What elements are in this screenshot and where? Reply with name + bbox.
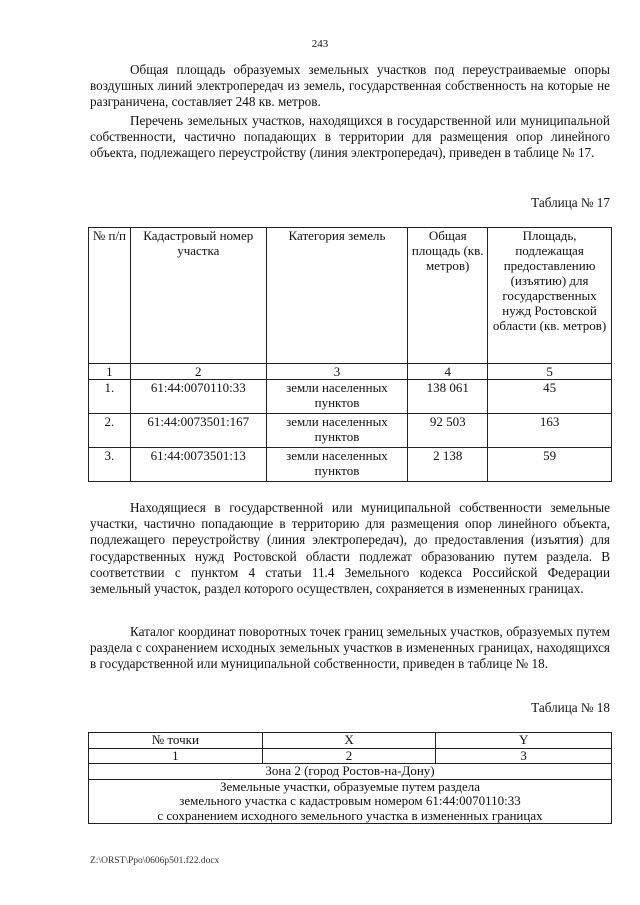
page-number: 243: [311, 38, 329, 50]
table-17-caption: Таблица № 17: [531, 195, 610, 210]
column-number: 1: [89, 364, 131, 380]
cadastral-number: 61:44:0070110:33: [130, 380, 266, 414]
cadastral-number: 61:44:0073501:13: [130, 448, 266, 482]
paragraph-division-rules: Находящиеся в государственной или муниципальной собственности земельные участки, частично попадающие в территорию для размещения опор линейного объекта, подлежащего переустройству (линия электропередач), до предоставления (изъятия) для государственных нужд Ростовской области подлежат образованию путем раздела. В соответствии с пунктом 4 статьи 11.4 Земельного кодекса Российской Федерации земельный участок, раздел которого осуществлен, сохраняется в измененных границах.: [90, 500, 610, 597]
table-18: [88, 732, 612, 824]
column-number: 1: [89, 748, 263, 764]
row-number: 1.: [89, 380, 131, 414]
table-17-column-number-row: [89, 364, 612, 380]
header-cell: Кадастровый номер участка: [130, 228, 266, 364]
allocated-area: 163: [488, 414, 612, 448]
allocated-area: 59: [488, 448, 612, 482]
total-area: 2 138: [408, 448, 488, 482]
column-number: 5: [488, 364, 612, 380]
section-heading-line: земельного участка с кадастровым номером 61:44:0070110:33: [179, 793, 521, 808]
header-cell: Категория земель: [266, 228, 408, 364]
header-cell: Общая площадь (кв. метров): [408, 228, 488, 364]
total-area: 138 061: [408, 380, 488, 414]
column-number: 2: [262, 748, 436, 764]
column-number: 3: [266, 364, 408, 380]
zone-label: Зона 2 (город Ростов-на-Дону): [89, 764, 612, 780]
header-cell: № п/п: [89, 228, 131, 364]
paragraph-total-area: Общая площадь образуемых земельных участков под переустраиваемые опоры воздушных линий электропередач из земель, государственная собственность на которые не разграничена, составляет 248 кв. метров.: [90, 62, 610, 110]
land-category: земли населенных пунктов: [266, 414, 408, 448]
allocated-area: 45: [488, 380, 612, 414]
table-17: [88, 227, 612, 482]
cadastral-number: 61:44:0073501:167: [130, 414, 266, 448]
row-number: 2.: [89, 414, 131, 448]
land-category: земли населенных пунктов: [266, 448, 408, 482]
row-number: 3.: [89, 448, 131, 482]
column-number: 3: [436, 748, 612, 764]
section-heading-line: с сохранением исходного земельного участка в измененных границах: [157, 807, 543, 823]
paragraph-parcel-list-intro: Перечень земельных участков, находящихся в государственной или муниципальной собственности, частично попадающих в территории для размещения опор линейного объекта, подлежащего переустройству (линия электропередач), приведен в таблице № 17.: [90, 113, 610, 161]
section-heading: [89, 779, 612, 824]
table-row: [89, 414, 612, 448]
header-cell: Y: [436, 733, 612, 749]
section-heading-line: Земельные участки, образуемые путем раздела: [220, 778, 480, 794]
table-18-column-number-row: [89, 748, 612, 764]
zone-row: [89, 764, 612, 780]
table-row: [89, 380, 612, 414]
table-17-header-row: [89, 228, 612, 364]
total-area: 92 503: [408, 414, 488, 448]
table-row: [89, 448, 612, 482]
table-18-header-row: [89, 733, 612, 749]
table-18-caption: Таблица № 18: [531, 700, 610, 715]
column-number: 2: [130, 364, 266, 380]
land-category: земли населенных пунктов: [266, 380, 408, 414]
header-cell: X: [262, 733, 436, 749]
section-row: [89, 779, 612, 824]
file-path-footer: Z:\ORST\Ppo\0606p501.f22.docx: [90, 856, 220, 866]
column-number: 4: [408, 364, 488, 380]
paragraph-coordinate-catalog-intro: Каталог координат поворотных точек границ земельных участков, образуемых путем раздела с сохранением исходных земельных участков в измененных границах, находящихся в государственной или муниципальной собственности, приведен в таблице № 18.: [90, 624, 610, 672]
header-cell: № точки: [89, 733, 263, 749]
header-cell: Площадь, подлежащая предоставлению (изъятию) для государственных нужд Ростовской области (кв. метров): [488, 228, 612, 364]
